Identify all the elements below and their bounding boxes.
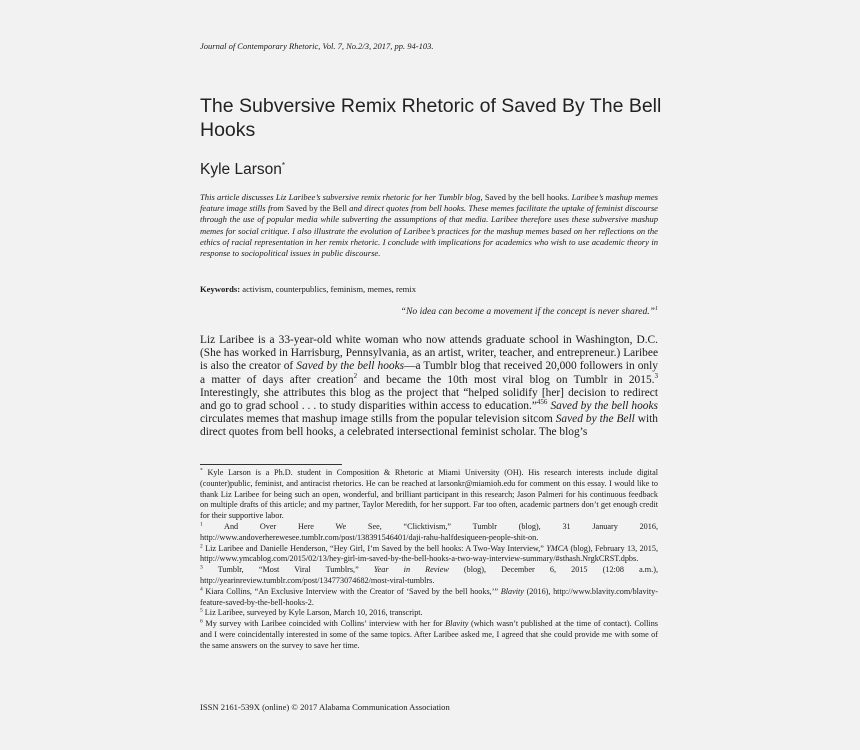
- abstract-text: This article discusses Liz Laribee’s subversive remix rhetoric for her Tumblr blog,: [200, 192, 485, 202]
- keywords-label: Keywords:: [200, 284, 241, 294]
- keywords-list: activism, counterpublics, feminism, memes, remix: [240, 284, 417, 294]
- footnote-mark: 1: [200, 521, 203, 528]
- footnote-ref[interactable]: 3: [654, 371, 658, 380]
- footnote-text: YMCA: [546, 543, 569, 553]
- footnote-text: Blavity: [445, 619, 469, 629]
- journal-citation: Journal of Contemporary Rhetoric, Vol. 7, No.2/3, 2017, pp. 94-103.: [200, 41, 434, 51]
- abstract-text: Saved by the Bell: [285, 203, 347, 214]
- footnote-mark: *: [200, 467, 203, 474]
- article-title: The Subversive Remix Rhetoric of Saved By The Bell Hooks: [200, 95, 662, 141]
- footnote-mark: 4: [200, 586, 203, 593]
- footnote-divider: [200, 464, 342, 465]
- footnotes: [200, 468, 658, 652]
- footnote-text: (2016), http://www.blavity.com/blavity-feature-saved-by-the-bell-hooks-2.: [200, 586, 658, 607]
- author-name: [200, 161, 285, 179]
- abstract-text: . Laribee’s mashup memes feature image stills from: [200, 192, 658, 214]
- footnote-text: Kiara Collins, “An Exclusive Interview with the Creator of ‘Saved by the bell hooks,’”: [202, 586, 501, 596]
- body-text: with direct quotes from bell hooks, a celebrated intersectional feminist scholar. The blog’s: [200, 413, 658, 439]
- body-text: Liz Laribee is a 33-year-old white woman who now attends graduate school in Washington, D.C. (She has worked in Harrisburg, Pennsylvania, as an artist, writer, teacher, and entrepreneur.) Laribee is also the creator of: [200, 334, 658, 373]
- body-text: Saved by the Bell: [555, 413, 635, 426]
- footnote-text: Liz Laribee, surveyed by Kyle Larson, March 10, 2016, transcript.: [202, 608, 423, 618]
- keywords: [200, 284, 416, 294]
- footnote-4: [200, 587, 658, 609]
- author-name-text: Kyle Larson: [200, 161, 282, 179]
- abstract-text: and direct quotes from bell hooks. These memes facilitate the uptake of feminist discourse through the use of popular media while subverting the assumptions of that media. Laribee therefore uses these subversive mashup memes for social critique. I also illustrate the evolution of Laribee’s practices for the mashup memes based on her reflections on the ethics of racial representation in her remix rhetoric. I conclude with implications for academics who wish to use academic theory in response to sociopolitical issues in public discourse.: [200, 203, 658, 259]
- body-text: Interestingly, she attributes this blog as the project that “helped solidify [her] decision to redirect and go to grad school . . . to study disparities within access to education.”: [200, 386, 658, 413]
- footnote-ref[interactable]: 456: [536, 398, 548, 407]
- footnote-text: (which wasn’t published at the time of contact). Collins and I were coincidentally interested in some of the same topics. After Laribee asked me, I agreed that she could provide me with some of the same answers on the survey to save her time.: [200, 619, 658, 650]
- footnote-mark: 6: [200, 618, 203, 625]
- footnote-ref[interactable]: 2: [353, 371, 358, 380]
- footnote-text: Year in Review: [373, 565, 449, 575]
- footnote-text: And Over Here We See, “Clicktivism,” Tumblr (blog), 31 January 2016, http://www.andoverherewesee.tumblr.com/post/138391546401/daji-rahu-halfdesiqueen-people-shit-on.: [200, 521, 658, 542]
- abstract: [200, 192, 658, 259]
- body-text: —a Tumblr blog that received 20,000 followers in only a matter of days after creation: [200, 360, 658, 386]
- footnote-mark: 3: [200, 564, 203, 571]
- body-text: circulates memes that mashup image stills from the popular television sitcom: [200, 413, 556, 426]
- footnote-text: (blog), December 6, 2015 (12:08 a.m.), http://yearinreview.tumblr.com/post/134773074682/most-viral-tumblrs.: [200, 565, 658, 585]
- author-footnote-mark[interactable]: *: [281, 161, 285, 170]
- footnote-text: Kyle Larson is a Ph.D. student in Composition & Rhetoric at Miami University (OH). His research interests include digital (counter)public, feminist, and antiracist rhetorics. He can be reached at larsonkr@miamioh.edu for comment on this essay. I would like to thank Liz Laribee for being such an open, wonderful, and brilliant participant in this research; Jason Palmeri for his continuous feedback on multiple drafts of this article; and my partner, Taylor Meredith, for her support. Far too often, academic partners don’t get enough credit for their supportive labor.: [200, 468, 658, 521]
- footnote-6: [200, 619, 658, 651]
- footnote-5: [200, 608, 658, 619]
- footnote-mark: 2: [200, 542, 203, 549]
- footnote-text: Tumblr, “Most Viral Tumblrs,”: [202, 565, 374, 575]
- footnote-3: [200, 565, 658, 587]
- footnote-2: [200, 544, 658, 566]
- body-text: and became the 10th most viral blog on Tumblr in 2015.: [357, 373, 655, 386]
- footnote-mark: 5: [200, 607, 203, 614]
- epigraph: [401, 306, 658, 317]
- issn-copyright: ISSN 2161-539X (online) © 2017 Alabama Communication Association: [200, 702, 450, 712]
- epigraph-quote: “No idea can become a movement if the concept is never shared.”: [400, 306, 655, 318]
- footnote-text: Liz Laribee and Danielle Henderson, “Hey Girl, I’m Saved by the bell hooks: A Two-Way Interview,”: [202, 543, 547, 553]
- footnote-1: [200, 522, 658, 544]
- body-text: Saved by the bell hooks: [550, 400, 658, 413]
- epigraph-footnote-mark[interactable]: 1: [655, 306, 658, 312]
- footnote-text: My survey with Laribee coincided with Collins’ interview with her for: [202, 619, 446, 629]
- footnote-text: Blavity: [500, 586, 524, 596]
- footnote-author: [200, 468, 658, 522]
- body-paragraph: [200, 334, 658, 440]
- abstract-text: Saved by the bell hooks: [484, 192, 568, 202]
- body-text: Saved by the bell hooks: [296, 360, 405, 373]
- footnote-text: (blog), February 13, 2015, http://www.ymcablog.com/2015/02/13/hey-girl-im-saved-by-the-bell-hooks-a-two-way-interview-summary/#sthash.NrgkCRST.dpbs.: [200, 543, 658, 564]
